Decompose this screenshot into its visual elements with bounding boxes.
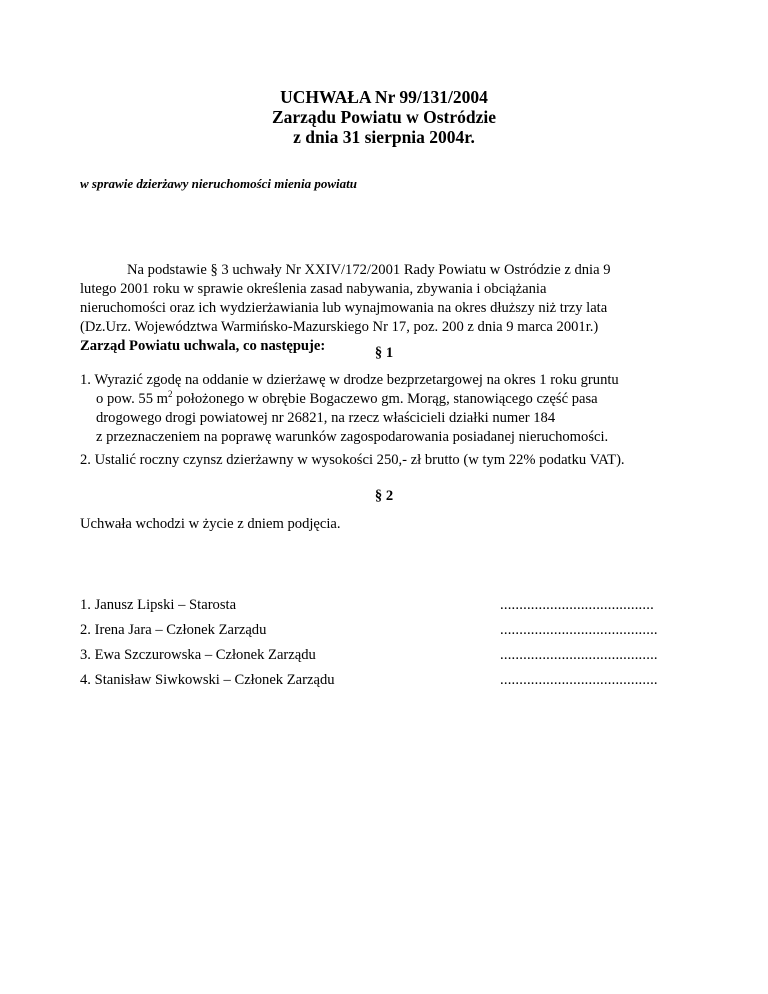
item-1-line bbox=[80, 390, 700, 409]
item-1-line: z przeznaczeniem na poprawę warunków zagospodarowania posiadanej nieruchomości. bbox=[96, 429, 609, 445]
area-text: o pow. 55 m bbox=[96, 391, 169, 407]
signatory-name: 1. Janusz Lipski – Starosta bbox=[80, 597, 237, 613]
area-unit-superscript: 2 bbox=[168, 389, 173, 399]
signature-line: ......................................... bbox=[500, 672, 658, 688]
signatory-name: 2. Irena Jara – Członek Zarządu bbox=[80, 622, 267, 638]
section-2-heading: § 2 bbox=[374, 488, 394, 504]
section-1-item-2 bbox=[80, 451, 700, 470]
item-1-line: 1. Wyrazić zgodę na oddanie w dzierżawę w drodze bezprzetargowej na okres 1 roku gruntu bbox=[80, 372, 619, 388]
preamble-line: (Dz.Urz. Województwa Warmińsko-Mazurskiego Nr 17, poz. 200 z dnia 9 marca 2001r.) bbox=[80, 319, 599, 335]
signatory-name: 3. Ewa Szczurowska – Członek Zarządu bbox=[80, 647, 316, 663]
preamble bbox=[80, 261, 700, 356]
resolution-date: z dnia 31 sierpnia 2004r. bbox=[293, 127, 475, 147]
section-1-item-1 bbox=[80, 371, 700, 447]
signature-line: ......................................... bbox=[500, 622, 658, 638]
item-2-text: 2. Ustalić roczny czynsz dzierżawny w wysokości 250,- zł brutto (w tym 22% podatku VAT). bbox=[80, 452, 625, 468]
section-2-text bbox=[80, 515, 700, 534]
resolution-number: UCHWAŁA Nr 99/131/2004 bbox=[280, 87, 488, 107]
resolution-clause: Zarząd Powiatu uchwala, co następuje: bbox=[80, 338, 326, 354]
location-text: położonego w obrębie Bogaczewo gm. Morąg, stanowiącego część pasa bbox=[172, 391, 598, 407]
effective-date-text: Uchwała wchodzi w życie z dniem podjęcia. bbox=[80, 516, 341, 532]
signatory-name: 4. Stanisław Siwkowski – Członek Zarządu bbox=[80, 672, 335, 688]
preamble-line: nieruchomości oraz ich wydzierżawiania lub wynajmowania na okres dłuższy niż trzy lata bbox=[80, 300, 608, 316]
issuing-body: Zarządu Powiatu w Ostródzie bbox=[271, 107, 497, 127]
preamble-line: Na podstawie § 3 uchwały Nr XXIV/172/2001 Rady Powiatu w Ostródzie z dnia 9 bbox=[127, 262, 611, 278]
item-1-line: drogowego drogi powiatowej nr 26821, na rzecz właścicieli działki numer 184 bbox=[96, 410, 556, 426]
resolution-subject: w sprawie dzierżawy nieruchomości mienia powiatu bbox=[80, 176, 358, 191]
section-1-heading: § 1 bbox=[374, 345, 394, 361]
signature-line: ........................................ bbox=[500, 597, 654, 613]
signature-line: ......................................... bbox=[500, 647, 658, 663]
preamble-line: lutego 2001 roku w sprawie określenia zasad nabywania, zbywania i obciążania bbox=[80, 281, 547, 297]
